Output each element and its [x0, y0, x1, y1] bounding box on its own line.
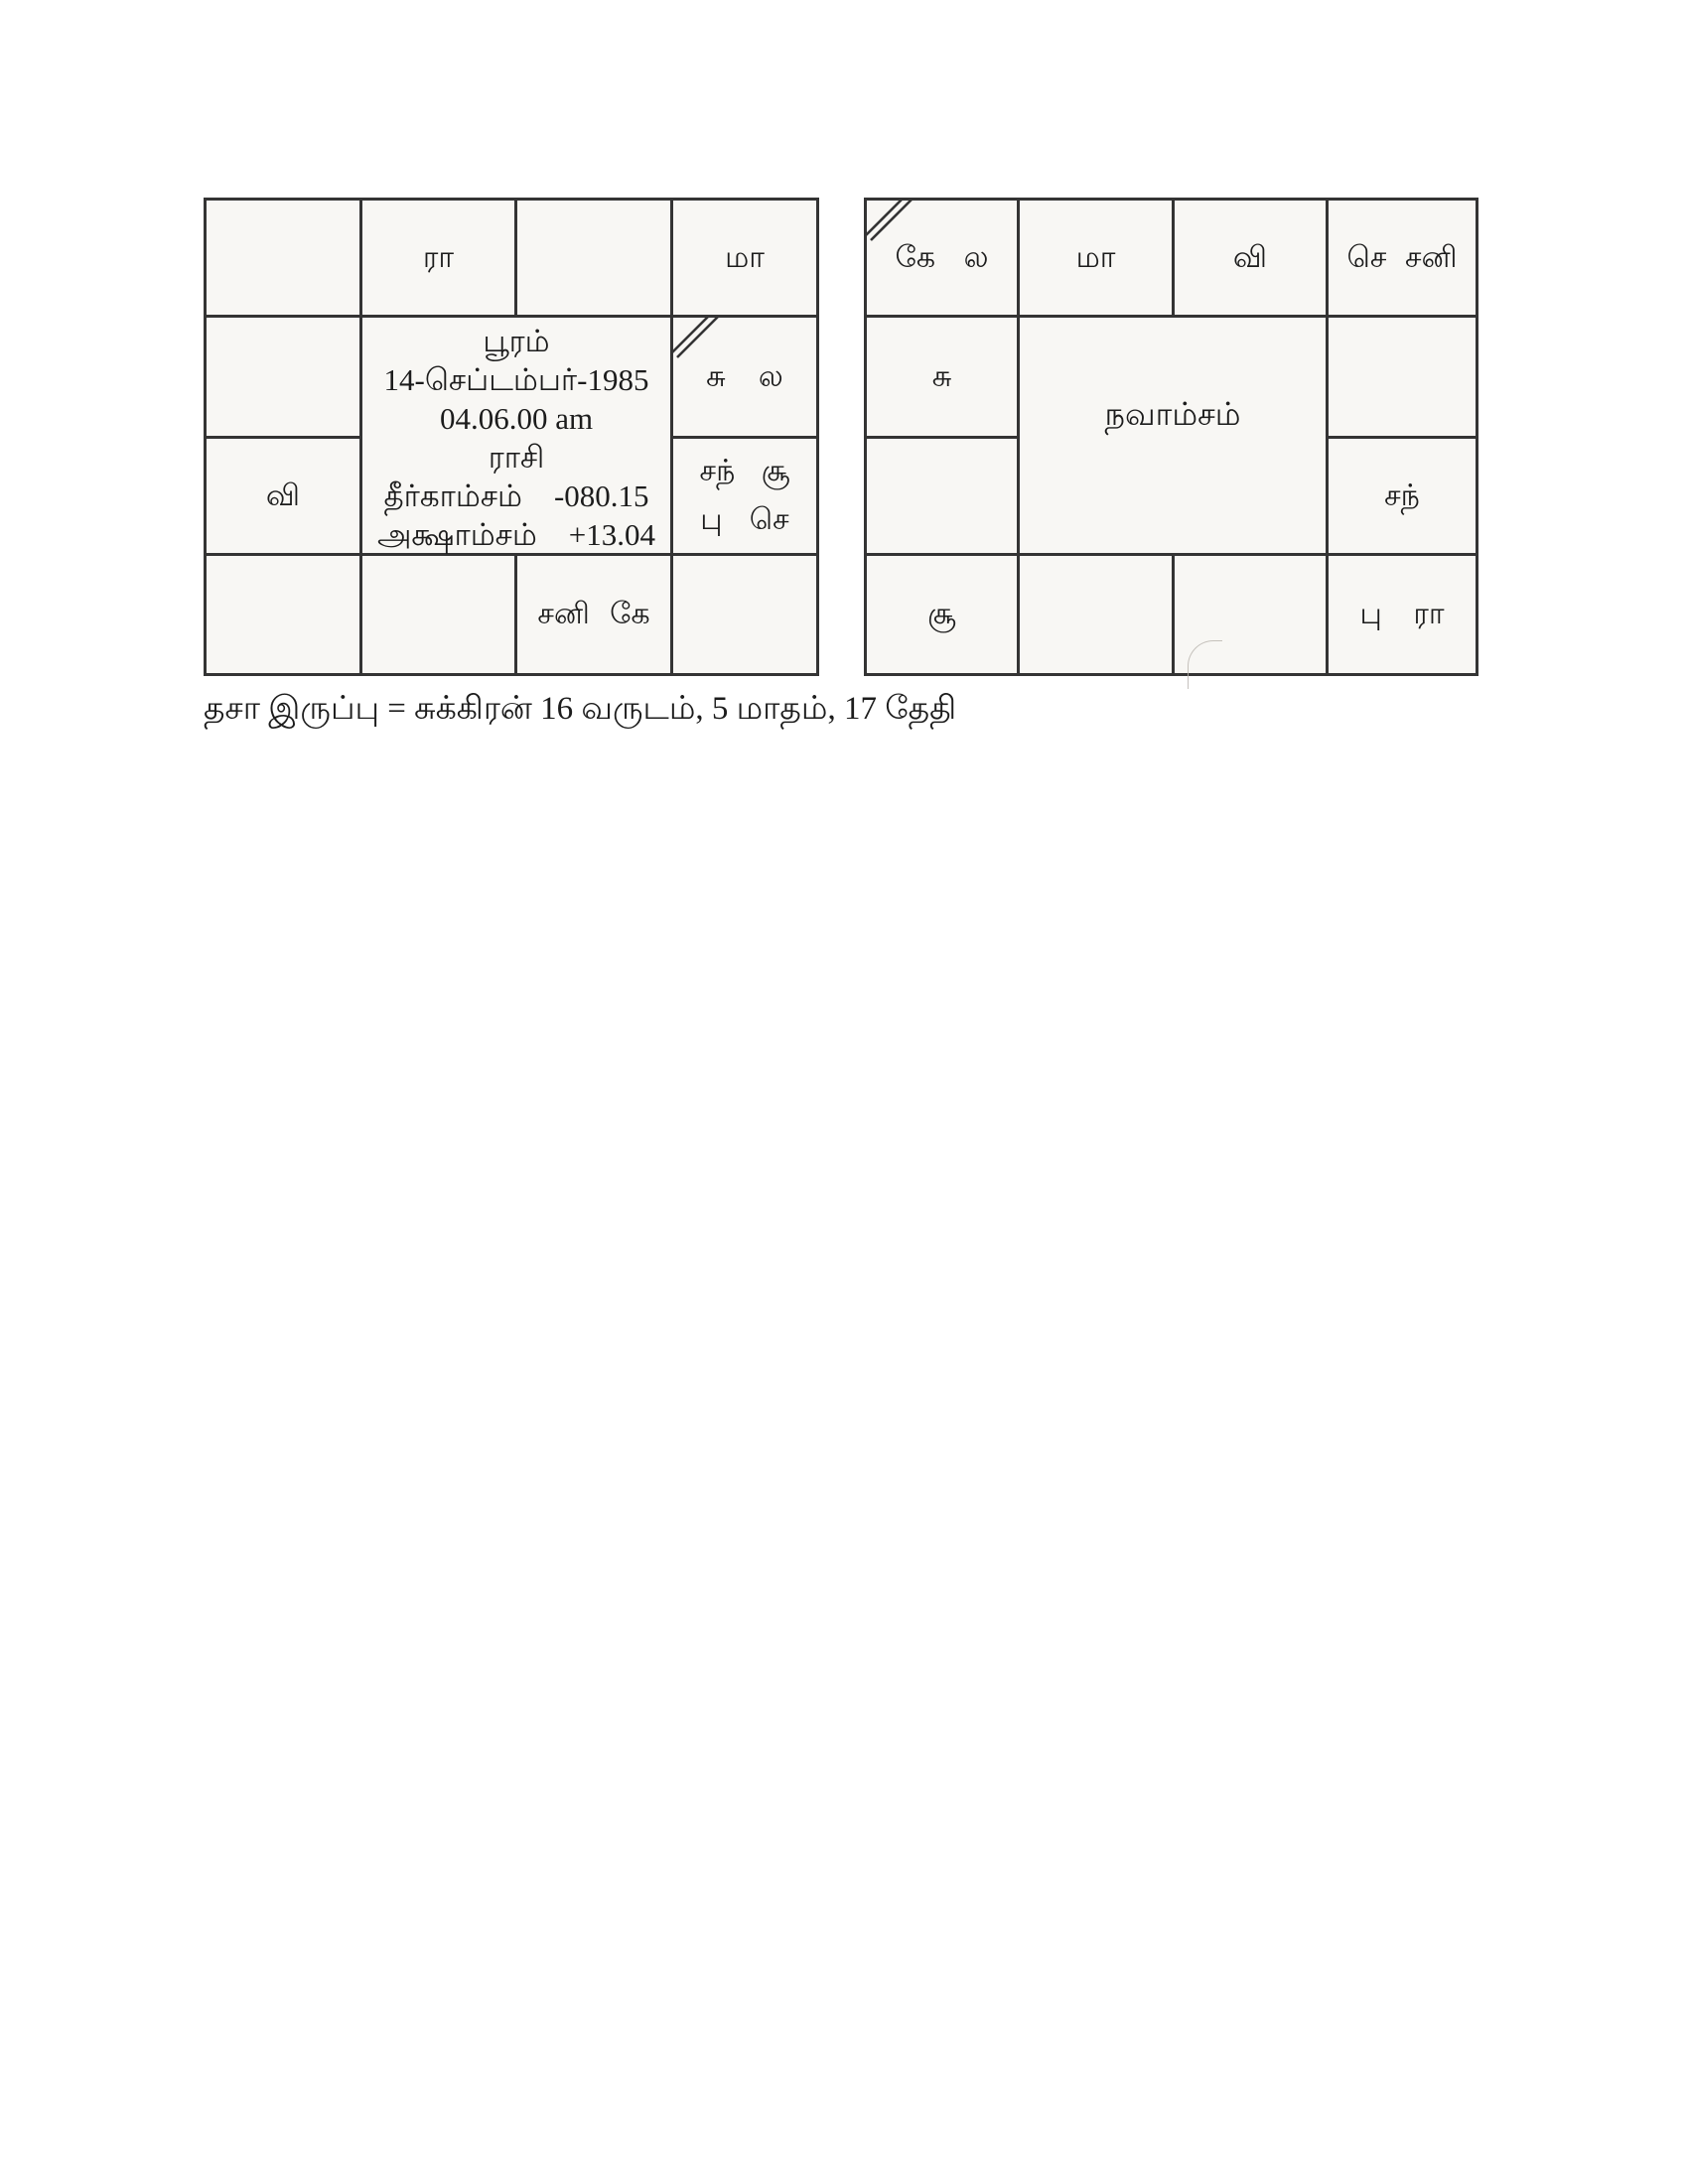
planet-label: சந்: [699, 455, 736, 488]
rasi-house-r1c2: [362, 201, 514, 315]
planet-label: மா: [725, 240, 765, 274]
rasi-house-r4c1: [207, 556, 359, 673]
lagna-label: ல: [758, 359, 783, 393]
chart-title: நவாம்சம்: [1104, 396, 1241, 432]
birth-star: பூரம்: [483, 324, 550, 358]
planet-row: [673, 502, 816, 536]
rasi-house-r1c3: [517, 201, 670, 315]
rasi-house-r2c1: [207, 318, 359, 436]
navamsa-house-r1c3: [1175, 201, 1326, 315]
navamsa-chart: [864, 198, 1478, 676]
planet-label: செ: [1346, 240, 1387, 274]
planet-label: சனி: [1404, 240, 1458, 274]
planet-label: கே: [895, 240, 936, 274]
rasi-house-r2c4-lagna: [673, 318, 816, 436]
latitude-label: அக்ஷாம்சம்: [376, 517, 537, 552]
navamsa-house-r3c1: [867, 439, 1017, 553]
navamsa-house-r3c4: [1329, 439, 1476, 553]
navamsa-center-label: [1020, 318, 1326, 553]
chart-title: ராசி: [488, 440, 545, 475]
rasi-house-r3c1: [207, 439, 359, 553]
planet-label: பு: [1359, 598, 1382, 630]
planet-label: வி: [1232, 240, 1268, 274]
planet-row: [673, 457, 816, 486]
planet-label: வி: [265, 478, 301, 512]
rasi-house-r3c4: [673, 439, 816, 553]
planet-label: சூ: [761, 455, 790, 488]
rasi-center-details: [362, 318, 670, 553]
planet-label: சூ: [927, 598, 956, 630]
navamsa-house-r4c1: [867, 556, 1017, 673]
rasi-house-r4c3: [517, 556, 670, 673]
planet-label: ரா: [1413, 598, 1445, 630]
rasi-house-r4c2: [362, 556, 514, 673]
planet-label: சனி: [537, 598, 590, 630]
planet-label: செ: [749, 502, 789, 536]
planet-label: சு: [931, 359, 952, 393]
rasi-chart: [204, 198, 819, 676]
navamsa-house-r4c2: [1020, 556, 1172, 673]
navamsa-house-r2c1: [867, 318, 1017, 436]
rasi-house-r4c4: [673, 556, 816, 673]
navamsa-house-r2c4: [1329, 318, 1476, 436]
planet-label: சு: [706, 359, 726, 393]
planet-label: பு: [700, 502, 723, 536]
birth-time: 04.06.00 am: [439, 401, 594, 436]
planet-label: சந்: [1384, 478, 1420, 512]
rasi-house-r1c4: [673, 201, 816, 315]
latitude-row: [362, 515, 670, 554]
longitude-row: [362, 477, 670, 515]
navamsa-house-r1c1-lagna: [867, 201, 1017, 315]
navamsa-house-r1c4: [1329, 201, 1476, 315]
longitude-label: தீர்காம்சம்: [383, 478, 522, 513]
rasi-house-r1c1: [207, 201, 359, 315]
birth-date: 14-செப்டம்பர்-1985: [383, 362, 649, 397]
dasa-balance-text: தசா இருப்பு = சுக்கிரன் 16 வருடம், 5 மாதம், 17 தேதி: [204, 691, 957, 727]
longitude-value: -080.15: [553, 478, 649, 513]
latitude-value: +13.04: [568, 517, 656, 552]
navamsa-house-r4c4: [1329, 556, 1476, 673]
planet-label: கே: [610, 598, 650, 630]
navamsa-house-r1c2: [1020, 201, 1172, 315]
lagna-label: ல: [963, 240, 989, 274]
planet-label: ரா: [422, 240, 455, 274]
planet-label: மா: [1075, 240, 1116, 274]
